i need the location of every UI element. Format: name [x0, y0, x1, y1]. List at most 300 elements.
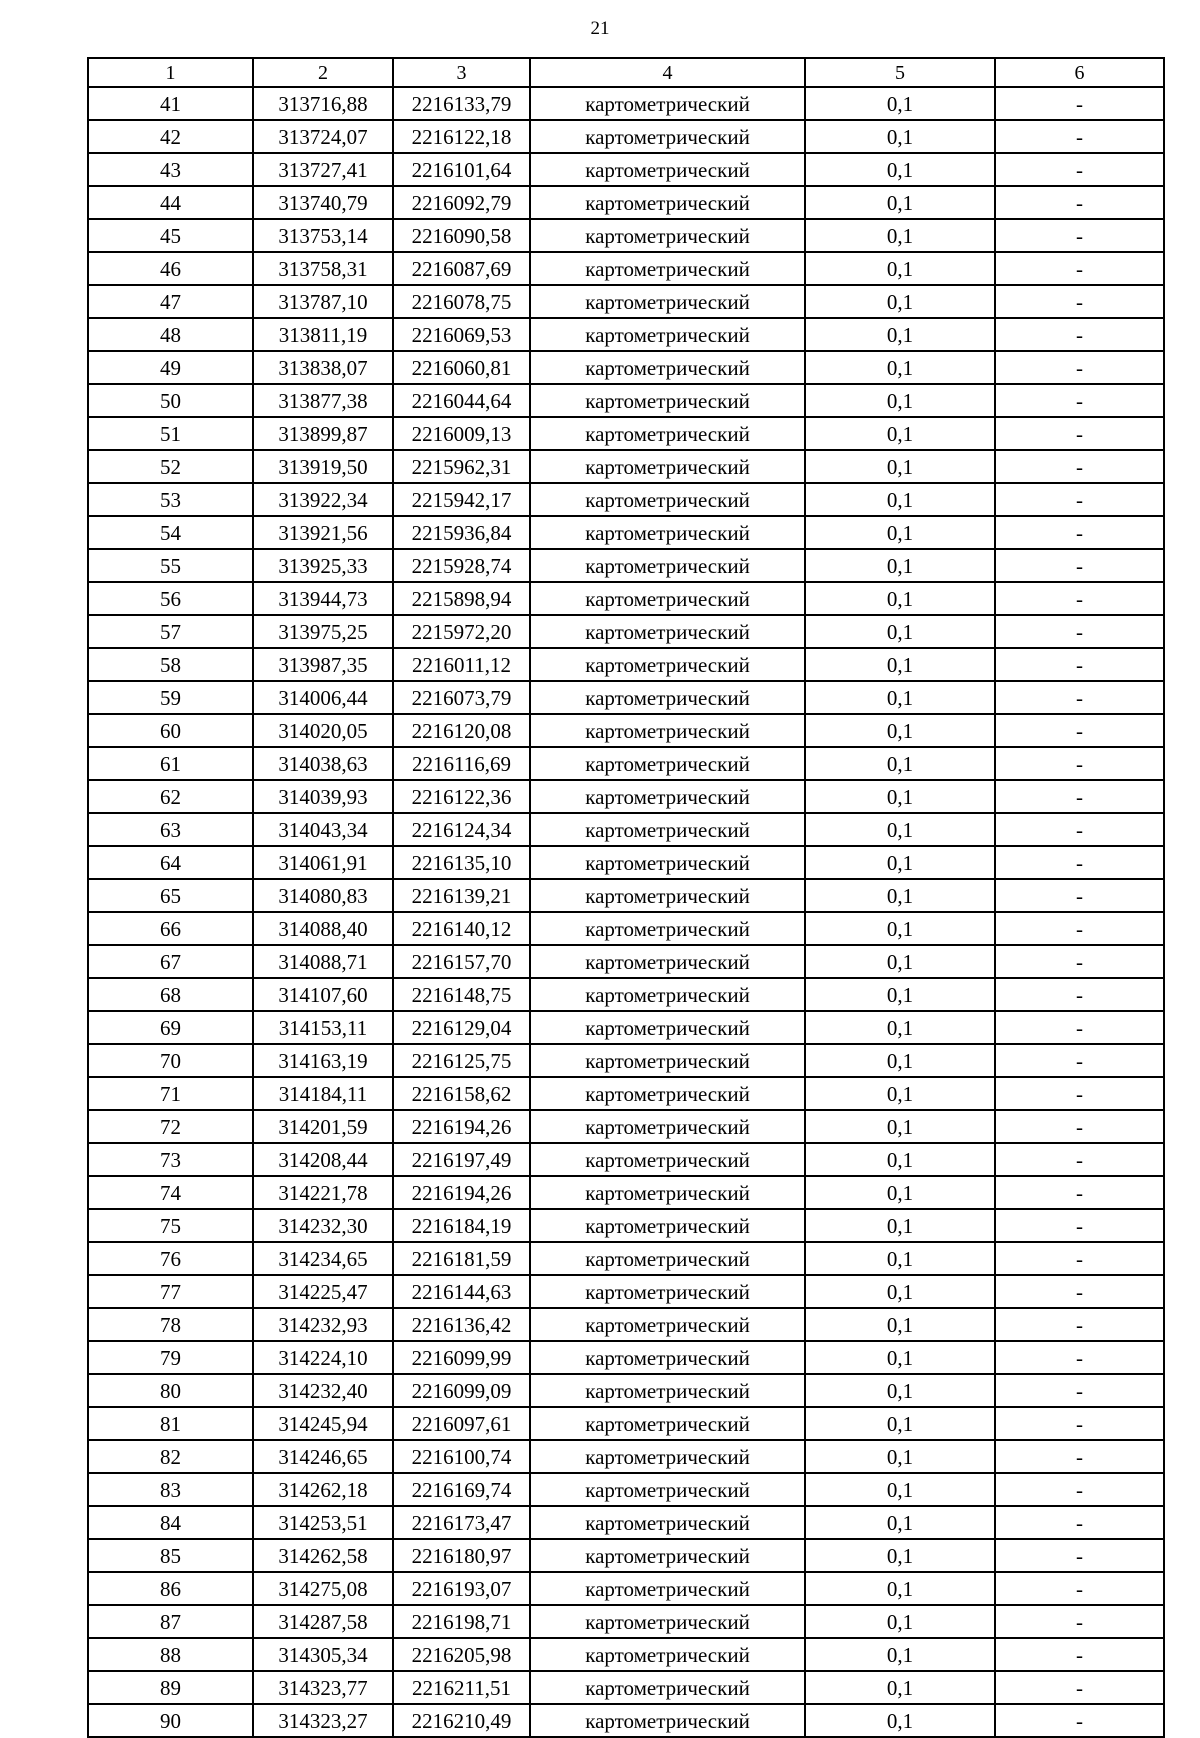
- y-coordinate-cell: 2216125,75: [393, 1044, 530, 1077]
- table-row: [88, 1110, 1164, 1143]
- y-coordinate-cell: 2216097,61: [393, 1407, 530, 1440]
- method-cell: картометрический: [530, 219, 805, 252]
- table-row: [88, 582, 1164, 615]
- y-coordinate-cell: 2216120,08: [393, 714, 530, 747]
- accuracy-cell: 0,1: [805, 1638, 995, 1671]
- x-coordinate-cell: 314287,58: [253, 1605, 393, 1638]
- x-coordinate-cell: 314107,60: [253, 978, 393, 1011]
- point-number-cell: 77: [88, 1275, 253, 1308]
- method-cell: картометрический: [530, 153, 805, 186]
- method-cell: картометрический: [530, 1242, 805, 1275]
- column-header: 4: [530, 58, 805, 87]
- table-row: [88, 1704, 1164, 1737]
- table-row: [88, 615, 1164, 648]
- accuracy-cell: 0,1: [805, 1077, 995, 1110]
- point-number-cell: 89: [88, 1671, 253, 1704]
- accuracy-cell: 0,1: [805, 1011, 995, 1044]
- method-cell: картометрический: [530, 1077, 805, 1110]
- table-row: [88, 219, 1164, 252]
- method-cell: картометрический: [530, 615, 805, 648]
- x-coordinate-cell: 313716,88: [253, 87, 393, 120]
- point-number-cell: 42: [88, 120, 253, 153]
- header-row: [88, 58, 1164, 87]
- point-number-cell: 80: [88, 1374, 253, 1407]
- method-cell: картометрический: [530, 1209, 805, 1242]
- point-number-cell: 72: [88, 1110, 253, 1143]
- accuracy-cell: 0,1: [805, 1143, 995, 1176]
- x-coordinate-cell: 313758,31: [253, 252, 393, 285]
- y-coordinate-cell: 2216198,71: [393, 1605, 530, 1638]
- table-row: [88, 1572, 1164, 1605]
- x-coordinate-cell: 314225,47: [253, 1275, 393, 1308]
- point-number-cell: 63: [88, 813, 253, 846]
- note-cell: -: [995, 252, 1164, 285]
- y-coordinate-cell: 2216210,49: [393, 1704, 530, 1737]
- column-header: 1: [88, 58, 253, 87]
- note-cell: -: [995, 714, 1164, 747]
- table-row: [88, 1209, 1164, 1242]
- note-cell: -: [995, 747, 1164, 780]
- table-row: [88, 1473, 1164, 1506]
- x-coordinate-cell: 314163,19: [253, 1044, 393, 1077]
- point-number-cell: 56: [88, 582, 253, 615]
- note-cell: -: [995, 912, 1164, 945]
- note-cell: -: [995, 285, 1164, 318]
- method-cell: картометрический: [530, 351, 805, 384]
- note-cell: -: [995, 1506, 1164, 1539]
- table-row: [88, 1176, 1164, 1209]
- accuracy-cell: 0,1: [805, 912, 995, 945]
- column-header: 2: [253, 58, 393, 87]
- x-coordinate-cell: 314221,78: [253, 1176, 393, 1209]
- note-cell: -: [995, 1209, 1164, 1242]
- y-coordinate-cell: 2215898,94: [393, 582, 530, 615]
- x-coordinate-cell: 314080,83: [253, 879, 393, 912]
- x-coordinate-cell: 313921,56: [253, 516, 393, 549]
- table-row: [88, 747, 1164, 780]
- method-cell: картометрический: [530, 681, 805, 714]
- method-cell: картометрический: [530, 1110, 805, 1143]
- note-cell: -: [995, 1374, 1164, 1407]
- method-cell: картометрический: [530, 978, 805, 1011]
- note-cell: -: [995, 384, 1164, 417]
- note-cell: -: [995, 549, 1164, 582]
- method-cell: картометрический: [530, 1605, 805, 1638]
- y-coordinate-cell: 2216140,12: [393, 912, 530, 945]
- y-coordinate-cell: 2216087,69: [393, 252, 530, 285]
- method-cell: картометрический: [530, 747, 805, 780]
- x-coordinate-cell: 314246,65: [253, 1440, 393, 1473]
- accuracy-cell: 0,1: [805, 978, 995, 1011]
- x-coordinate-cell: 313899,87: [253, 417, 393, 450]
- note-cell: -: [995, 945, 1164, 978]
- table-row: [88, 879, 1164, 912]
- point-number-cell: 57: [88, 615, 253, 648]
- x-coordinate-cell: 314201,59: [253, 1110, 393, 1143]
- accuracy-cell: 0,1: [805, 549, 995, 582]
- accuracy-cell: 0,1: [805, 615, 995, 648]
- point-number-cell: 81: [88, 1407, 253, 1440]
- accuracy-cell: 0,1: [805, 813, 995, 846]
- table-row: [88, 780, 1164, 813]
- accuracy-cell: 0,1: [805, 1044, 995, 1077]
- method-cell: картометрический: [530, 1407, 805, 1440]
- accuracy-cell: 0,1: [805, 714, 995, 747]
- y-coordinate-cell: 2216100,74: [393, 1440, 530, 1473]
- method-cell: картометрический: [530, 384, 805, 417]
- note-cell: -: [995, 1011, 1164, 1044]
- y-coordinate-cell: 2216135,10: [393, 846, 530, 879]
- y-coordinate-cell: 2216122,36: [393, 780, 530, 813]
- accuracy-cell: 0,1: [805, 483, 995, 516]
- method-cell: картометрический: [530, 912, 805, 945]
- method-cell: картометрический: [530, 1506, 805, 1539]
- table-header: [88, 58, 1164, 87]
- accuracy-cell: 0,1: [805, 879, 995, 912]
- y-coordinate-cell: 2216122,18: [393, 120, 530, 153]
- table-row: [88, 450, 1164, 483]
- x-coordinate-cell: 313922,34: [253, 483, 393, 516]
- note-cell: -: [995, 1572, 1164, 1605]
- point-number-cell: 55: [88, 549, 253, 582]
- note-cell: -: [995, 1473, 1164, 1506]
- method-cell: картометрический: [530, 813, 805, 846]
- table-row: [88, 1605, 1164, 1638]
- table-row: [88, 1275, 1164, 1308]
- table-row: [88, 186, 1164, 219]
- y-coordinate-cell: 2216099,09: [393, 1374, 530, 1407]
- y-coordinate-cell: 2215972,20: [393, 615, 530, 648]
- y-coordinate-cell: 2215936,84: [393, 516, 530, 549]
- note-cell: -: [995, 1539, 1164, 1572]
- table-row: [88, 417, 1164, 450]
- x-coordinate-cell: 314224,10: [253, 1341, 393, 1374]
- table-row: [88, 285, 1164, 318]
- method-cell: картометрический: [530, 186, 805, 219]
- table-row: [88, 87, 1164, 120]
- point-number-cell: 43: [88, 153, 253, 186]
- y-coordinate-cell: 2216101,64: [393, 153, 530, 186]
- table-row: [88, 846, 1164, 879]
- y-coordinate-cell: 2216181,59: [393, 1242, 530, 1275]
- method-cell: картометрический: [530, 1539, 805, 1572]
- note-cell: -: [995, 1242, 1164, 1275]
- method-cell: картометрический: [530, 1638, 805, 1671]
- note-cell: -: [995, 1143, 1164, 1176]
- method-cell: картометрический: [530, 318, 805, 351]
- y-coordinate-cell: 2216090,58: [393, 219, 530, 252]
- accuracy-cell: 0,1: [805, 1275, 995, 1308]
- x-coordinate-cell: 313724,07: [253, 120, 393, 153]
- method-cell: картометрический: [530, 417, 805, 450]
- note-cell: -: [995, 846, 1164, 879]
- point-number-cell: 41: [88, 87, 253, 120]
- y-coordinate-cell: 2216011,12: [393, 648, 530, 681]
- note-cell: -: [995, 1671, 1164, 1704]
- accuracy-cell: 0,1: [805, 318, 995, 351]
- note-cell: -: [995, 1077, 1164, 1110]
- method-cell: картометрический: [530, 1143, 805, 1176]
- x-coordinate-cell: 314232,93: [253, 1308, 393, 1341]
- table-row: [88, 549, 1164, 582]
- note-cell: -: [995, 351, 1164, 384]
- note-cell: -: [995, 978, 1164, 1011]
- x-coordinate-cell: 313975,25: [253, 615, 393, 648]
- point-number-cell: 44: [88, 186, 253, 219]
- method-cell: картометрический: [530, 582, 805, 615]
- method-cell: картометрический: [530, 252, 805, 285]
- method-cell: картометрический: [530, 879, 805, 912]
- y-coordinate-cell: 2216139,21: [393, 879, 530, 912]
- accuracy-cell: 0,1: [805, 1308, 995, 1341]
- point-number-cell: 60: [88, 714, 253, 747]
- note-cell: -: [995, 417, 1164, 450]
- x-coordinate-cell: 314305,34: [253, 1638, 393, 1671]
- point-number-cell: 90: [88, 1704, 253, 1737]
- table-row: [88, 681, 1164, 714]
- point-number-cell: 47: [88, 285, 253, 318]
- y-coordinate-cell: 2216184,19: [393, 1209, 530, 1242]
- table-row: [88, 1341, 1164, 1374]
- point-number-cell: 52: [88, 450, 253, 483]
- x-coordinate-cell: 314323,27: [253, 1704, 393, 1737]
- note-cell: -: [995, 1176, 1164, 1209]
- point-number-cell: 50: [88, 384, 253, 417]
- note-cell: -: [995, 516, 1164, 549]
- x-coordinate-cell: 314006,44: [253, 681, 393, 714]
- x-coordinate-cell: 313838,07: [253, 351, 393, 384]
- method-cell: картометрический: [530, 1044, 805, 1077]
- accuracy-cell: 0,1: [805, 582, 995, 615]
- y-coordinate-cell: 2216044,64: [393, 384, 530, 417]
- x-coordinate-cell: 313811,19: [253, 318, 393, 351]
- y-coordinate-cell: 2216009,13: [393, 417, 530, 450]
- column-header: 6: [995, 58, 1164, 87]
- note-cell: -: [995, 879, 1164, 912]
- x-coordinate-cell: 314039,93: [253, 780, 393, 813]
- table-row: [88, 1638, 1164, 1671]
- note-cell: -: [995, 450, 1164, 483]
- x-coordinate-cell: 314061,91: [253, 846, 393, 879]
- accuracy-cell: 0,1: [805, 1374, 995, 1407]
- point-number-cell: 46: [88, 252, 253, 285]
- x-coordinate-cell: 314275,08: [253, 1572, 393, 1605]
- accuracy-cell: 0,1: [805, 450, 995, 483]
- x-coordinate-cell: 314088,71: [253, 945, 393, 978]
- table-row: [88, 483, 1164, 516]
- note-cell: -: [995, 153, 1164, 186]
- point-number-cell: 84: [88, 1506, 253, 1539]
- table-row: [88, 714, 1164, 747]
- accuracy-cell: 0,1: [805, 1539, 995, 1572]
- y-coordinate-cell: 2216129,04: [393, 1011, 530, 1044]
- method-cell: картометрический: [530, 1275, 805, 1308]
- accuracy-cell: 0,1: [805, 87, 995, 120]
- x-coordinate-cell: 313787,10: [253, 285, 393, 318]
- method-cell: картометрический: [530, 1473, 805, 1506]
- table-body: [88, 87, 1164, 1737]
- note-cell: -: [995, 780, 1164, 813]
- note-cell: -: [995, 87, 1164, 120]
- x-coordinate-cell: 313740,79: [253, 186, 393, 219]
- note-cell: -: [995, 219, 1164, 252]
- point-number-cell: 86: [88, 1572, 253, 1605]
- note-cell: -: [995, 582, 1164, 615]
- note-cell: -: [995, 1308, 1164, 1341]
- method-cell: картометрический: [530, 1308, 805, 1341]
- y-coordinate-cell: 2216069,53: [393, 318, 530, 351]
- point-number-cell: 64: [88, 846, 253, 879]
- accuracy-cell: 0,1: [805, 1110, 995, 1143]
- x-coordinate-cell: 314232,30: [253, 1209, 393, 1242]
- accuracy-cell: 0,1: [805, 1572, 995, 1605]
- accuracy-cell: 0,1: [805, 747, 995, 780]
- table-row: [88, 978, 1164, 1011]
- method-cell: картометрический: [530, 1704, 805, 1737]
- y-coordinate-cell: 2216197,49: [393, 1143, 530, 1176]
- table-row: [88, 516, 1164, 549]
- accuracy-cell: 0,1: [805, 648, 995, 681]
- y-coordinate-cell: 2216116,69: [393, 747, 530, 780]
- method-cell: картометрический: [530, 1671, 805, 1704]
- table-row: [88, 1671, 1164, 1704]
- method-cell: картометрический: [530, 450, 805, 483]
- accuracy-cell: 0,1: [805, 417, 995, 450]
- method-cell: картометрический: [530, 516, 805, 549]
- note-cell: -: [995, 648, 1164, 681]
- x-coordinate-cell: 314234,65: [253, 1242, 393, 1275]
- table-row: [88, 1308, 1164, 1341]
- coordinates-table: [87, 57, 1165, 1738]
- method-cell: картометрический: [530, 780, 805, 813]
- x-coordinate-cell: 314262,58: [253, 1539, 393, 1572]
- note-cell: -: [995, 120, 1164, 153]
- method-cell: картометрический: [530, 549, 805, 582]
- accuracy-cell: 0,1: [805, 351, 995, 384]
- x-coordinate-cell: 314262,18: [253, 1473, 393, 1506]
- note-cell: -: [995, 1704, 1164, 1737]
- accuracy-cell: 0,1: [805, 780, 995, 813]
- point-number-cell: 61: [88, 747, 253, 780]
- y-coordinate-cell: 2216173,47: [393, 1506, 530, 1539]
- x-coordinate-cell: 313919,50: [253, 450, 393, 483]
- x-coordinate-cell: 314253,51: [253, 1506, 393, 1539]
- accuracy-cell: 0,1: [805, 1506, 995, 1539]
- method-cell: картометрический: [530, 483, 805, 516]
- method-cell: картометрический: [530, 120, 805, 153]
- accuracy-cell: 0,1: [805, 516, 995, 549]
- accuracy-cell: 0,1: [805, 219, 995, 252]
- accuracy-cell: 0,1: [805, 1605, 995, 1638]
- table-row: [88, 120, 1164, 153]
- accuracy-cell: 0,1: [805, 681, 995, 714]
- point-number-cell: 51: [88, 417, 253, 450]
- y-coordinate-cell: 2216180,97: [393, 1539, 530, 1572]
- table-row: [88, 945, 1164, 978]
- y-coordinate-cell: 2216092,79: [393, 186, 530, 219]
- table-row: [88, 252, 1164, 285]
- method-cell: картометрический: [530, 1440, 805, 1473]
- y-coordinate-cell: 2216169,74: [393, 1473, 530, 1506]
- y-coordinate-cell: 2216148,75: [393, 978, 530, 1011]
- y-coordinate-cell: 2216194,26: [393, 1110, 530, 1143]
- point-number-cell: 88: [88, 1638, 253, 1671]
- table-row: [88, 1077, 1164, 1110]
- accuracy-cell: 0,1: [805, 120, 995, 153]
- y-coordinate-cell: 2216158,62: [393, 1077, 530, 1110]
- point-number-cell: 87: [88, 1605, 253, 1638]
- method-cell: картометрический: [530, 1374, 805, 1407]
- y-coordinate-cell: 2215928,74: [393, 549, 530, 582]
- accuracy-cell: 0,1: [805, 153, 995, 186]
- y-coordinate-cell: 2216133,79: [393, 87, 530, 120]
- x-coordinate-cell: 313925,33: [253, 549, 393, 582]
- y-coordinate-cell: 2216073,79: [393, 681, 530, 714]
- x-coordinate-cell: 314232,40: [253, 1374, 393, 1407]
- table-row: [88, 648, 1164, 681]
- point-number-cell: 82: [88, 1440, 253, 1473]
- accuracy-cell: 0,1: [805, 1407, 995, 1440]
- accuracy-cell: 0,1: [805, 945, 995, 978]
- y-coordinate-cell: 2216124,34: [393, 813, 530, 846]
- note-cell: -: [995, 186, 1164, 219]
- note-cell: -: [995, 615, 1164, 648]
- table-row: [88, 1374, 1164, 1407]
- accuracy-cell: 0,1: [805, 186, 995, 219]
- table-row: [88, 1044, 1164, 1077]
- x-coordinate-cell: 313944,73: [253, 582, 393, 615]
- method-cell: картометрический: [530, 1572, 805, 1605]
- note-cell: -: [995, 483, 1164, 516]
- accuracy-cell: 0,1: [805, 1176, 995, 1209]
- table-row: [88, 351, 1164, 384]
- x-coordinate-cell: 314038,63: [253, 747, 393, 780]
- accuracy-cell: 0,1: [805, 252, 995, 285]
- point-number-cell: 83: [88, 1473, 253, 1506]
- point-number-cell: 58: [88, 648, 253, 681]
- note-cell: -: [995, 681, 1164, 714]
- table-row: [88, 318, 1164, 351]
- method-cell: картометрический: [530, 1341, 805, 1374]
- x-coordinate-cell: 313727,41: [253, 153, 393, 186]
- x-coordinate-cell: 314245,94: [253, 1407, 393, 1440]
- point-number-cell: 49: [88, 351, 253, 384]
- point-number-cell: 54: [88, 516, 253, 549]
- page-number: 21: [590, 18, 610, 39]
- column-header: 5: [805, 58, 995, 87]
- y-coordinate-cell: 2216078,75: [393, 285, 530, 318]
- x-coordinate-cell: 314208,44: [253, 1143, 393, 1176]
- x-coordinate-cell: 313877,38: [253, 384, 393, 417]
- x-coordinate-cell: 314153,11: [253, 1011, 393, 1044]
- point-number-cell: 48: [88, 318, 253, 351]
- point-number-cell: 66: [88, 912, 253, 945]
- point-number-cell: 75: [88, 1209, 253, 1242]
- y-coordinate-cell: 2216144,63: [393, 1275, 530, 1308]
- note-cell: -: [995, 1110, 1164, 1143]
- y-coordinate-cell: 2216211,51: [393, 1671, 530, 1704]
- accuracy-cell: 0,1: [805, 1440, 995, 1473]
- note-cell: -: [995, 1044, 1164, 1077]
- x-coordinate-cell: 313987,35: [253, 648, 393, 681]
- column-header: 3: [393, 58, 530, 87]
- point-number-cell: 79: [88, 1341, 253, 1374]
- point-number-cell: 67: [88, 945, 253, 978]
- x-coordinate-cell: 314020,05: [253, 714, 393, 747]
- method-cell: картометрический: [530, 714, 805, 747]
- method-cell: картометрический: [530, 1011, 805, 1044]
- point-number-cell: 69: [88, 1011, 253, 1044]
